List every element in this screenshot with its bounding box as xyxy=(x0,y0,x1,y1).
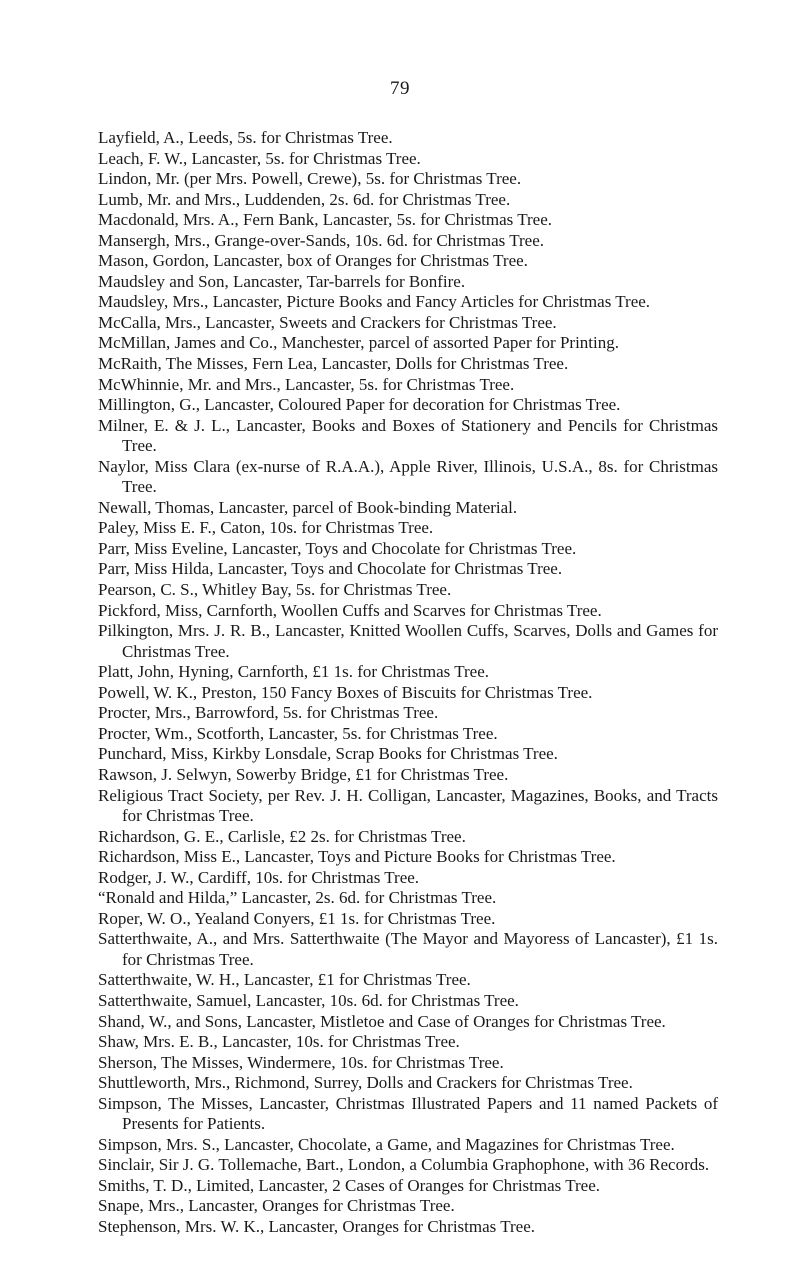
list-item: “Ronald and Hilda,” Lancaster, 2s. 6d. for Christmas Tree. xyxy=(98,888,497,908)
list-item: Lumb, Mr. and Mrs., Luddenden, 2s. 6d. for Christmas Tree. xyxy=(98,189,511,209)
list-item: Pilkington, Mrs. J. R. B., Lancaster, Knitted Woollen Cuffs, Scarves, Dolls and Games for Christmas Tree. xyxy=(98,621,718,661)
list-item: Richardson, G. E., Carlisle, £2 2s. for Christmas Tree. xyxy=(98,826,466,846)
list-item: McWhinnie, Mr. and Mrs., Lancaster, 5s. for Christmas Tree. xyxy=(98,374,515,394)
list-item: Naylor, Miss Clara (ex-nurse of R.A.A.), Apple River, Illinois, U.S.A., 8s. for Christmas Tree. xyxy=(98,456,718,497)
list-item: Smiths, T. D., Limited, Lancaster, 2 Cases of Oranges for Christmas Tree. xyxy=(98,1175,601,1195)
list-item: Punchard, Miss, Kirkby Lonsdale, Scrap Books for Christmas Tree. xyxy=(98,744,558,764)
list-item: Maudsley and Son, Lancaster, Tar-barrels for Bonfire. xyxy=(98,271,466,291)
list-item: Satterthwaite, Samuel, Lancaster, 10s. 6d. for Christmas Tree. xyxy=(98,990,519,1010)
list-item: Roper, W. O., Yealand Conyers, £1 1s. for Christmas Tree. xyxy=(98,908,496,928)
list-item: Shand, W., and Sons, Lancaster, Mistletoe and Case of Oranges for Christmas Tree. xyxy=(98,1011,666,1031)
list-item: Maudsley, Mrs., Lancaster, Picture Books and Fancy Articles for Christmas Tree. xyxy=(98,292,651,312)
list-item: Sherson, The Misses, Windermere, 10s. for Christmas Tree. xyxy=(98,1052,504,1072)
list-item: Shaw, Mrs. E. B., Lancaster, 10s. for Christmas Tree. xyxy=(98,1032,460,1052)
list-item: Procter, Mrs., Barrowford, 5s. for Christmas Tree. xyxy=(98,703,439,723)
list-item: Rawson, J. Selwyn, Sowerby Bridge, £1 for Christmas Tree. xyxy=(98,764,509,784)
list-item: Macdonald, Mrs. A., Fern Bank, Lancaster, 5s. for Christmas Tree. xyxy=(98,210,553,230)
list-item: Newall, Thomas, Lancaster, parcel of Book-binding Material. xyxy=(98,497,518,517)
list-item: Platt, John, Hyning, Carnforth, £1 1s. for Christmas Tree. xyxy=(98,662,489,682)
donor-list xyxy=(98,128,718,1238)
list-item: Paley, Miss E. F., Caton, 10s. for Christmas Tree. xyxy=(98,518,434,538)
list-item: Pickford, Miss, Carnforth, Woollen Cuffs and Scarves for Christmas Tree. xyxy=(98,600,602,620)
list-item: Parr, Miss Hilda, Lancaster, Toys and Chocolate for Christmas Tree. xyxy=(98,559,563,579)
list-item: Powell, W. K., Preston, 150 Fancy Boxes of Biscuits for Christmas Tree. xyxy=(98,682,593,702)
list-item: Satterthwaite, A., and Mrs. Satterthwaite (The Mayor and Mayoress of Lancaster), £1 1s. for Christmas Tree. xyxy=(98,929,718,969)
list-item: McRaith, The Misses, Fern Lea, Lancaster, Dolls for Christmas Tree. xyxy=(98,354,569,374)
list-item: Rodger, J. W., Cardiff, 10s. for Christmas Tree. xyxy=(98,867,420,887)
list-item: Richardson, Miss E., Lancaster, Toys and Picture Books for Christmas Tree. xyxy=(98,847,616,867)
list-item: Lindon, Mr. (per Mrs. Powell, Crewe), 5s. for Christmas Tree. xyxy=(98,169,522,189)
list-item: Satterthwaite, W. H., Lancaster, £1 for Christmas Tree. xyxy=(98,970,471,990)
list-item: Snape, Mrs., Lancaster, Oranges for Christmas Tree. xyxy=(98,1196,455,1216)
list-item: Milner, E. & J. L., Lancaster, Books and Boxes of Stationery and Pencils for Christmas Tree. xyxy=(98,415,718,456)
list-item: Simpson, The Misses, Lancaster, Christmas Illustrated Papers and 11 named Packets of Presents for Patients. xyxy=(98,1093,718,1134)
list-item: Pearson, C. S., Whitley Bay, 5s. for Christmas Tree. xyxy=(98,580,452,600)
list-item: Sinclair, Sir J. G. Tollemache, Bart., London, a Columbia Graphophone, with 36 Records. xyxy=(98,1155,710,1175)
list-item: Millington, G., Lancaster, Coloured Paper for decoration for Christmas Tree. xyxy=(98,395,621,415)
list-item: McMillan, James and Co., Manchester, parcel of assorted Paper for Printing. xyxy=(98,333,619,353)
list-item: Layfield, A., Leeds, 5s. for Christmas Tree. xyxy=(98,128,393,147)
list-item: Stephenson, Mrs. W. K., Lancaster, Oranges for Christmas Tree. xyxy=(98,1216,536,1236)
list-item: Procter, Wm., Scotforth, Lancaster, 5s. for Christmas Tree. xyxy=(98,723,498,743)
list-item: Mason, Gordon, Lancaster, box of Oranges for Christmas Tree. xyxy=(98,251,528,271)
list-item: Leach, F. W., Lancaster, 5s. for Christmas Tree. xyxy=(98,148,421,168)
list-item: Mansergh, Mrs., Grange-over-Sands, 10s. 6d. for Christmas Tree. xyxy=(98,230,545,250)
list-item: Religious Tract Society, per Rev. J. H. Colligan, Lancaster, Magazines, Books, and Tracts for Christmas Tree. xyxy=(98,785,718,826)
page-number: 79 xyxy=(390,78,410,99)
list-item: Simpson, Mrs. S., Lancaster, Chocolate, a Game, and Magazines for Christmas Tree. xyxy=(98,1134,675,1154)
list-item: Shuttleworth, Mrs., Richmond, Surrey, Dolls and Crackers for Christmas Tree. xyxy=(98,1073,633,1093)
list-item: Parr, Miss Eveline, Lancaster, Toys and Chocolate for Christmas Tree. xyxy=(98,538,577,558)
list-item: McCalla, Mrs., Lancaster, Sweets and Crackers for Christmas Tree. xyxy=(98,312,557,332)
